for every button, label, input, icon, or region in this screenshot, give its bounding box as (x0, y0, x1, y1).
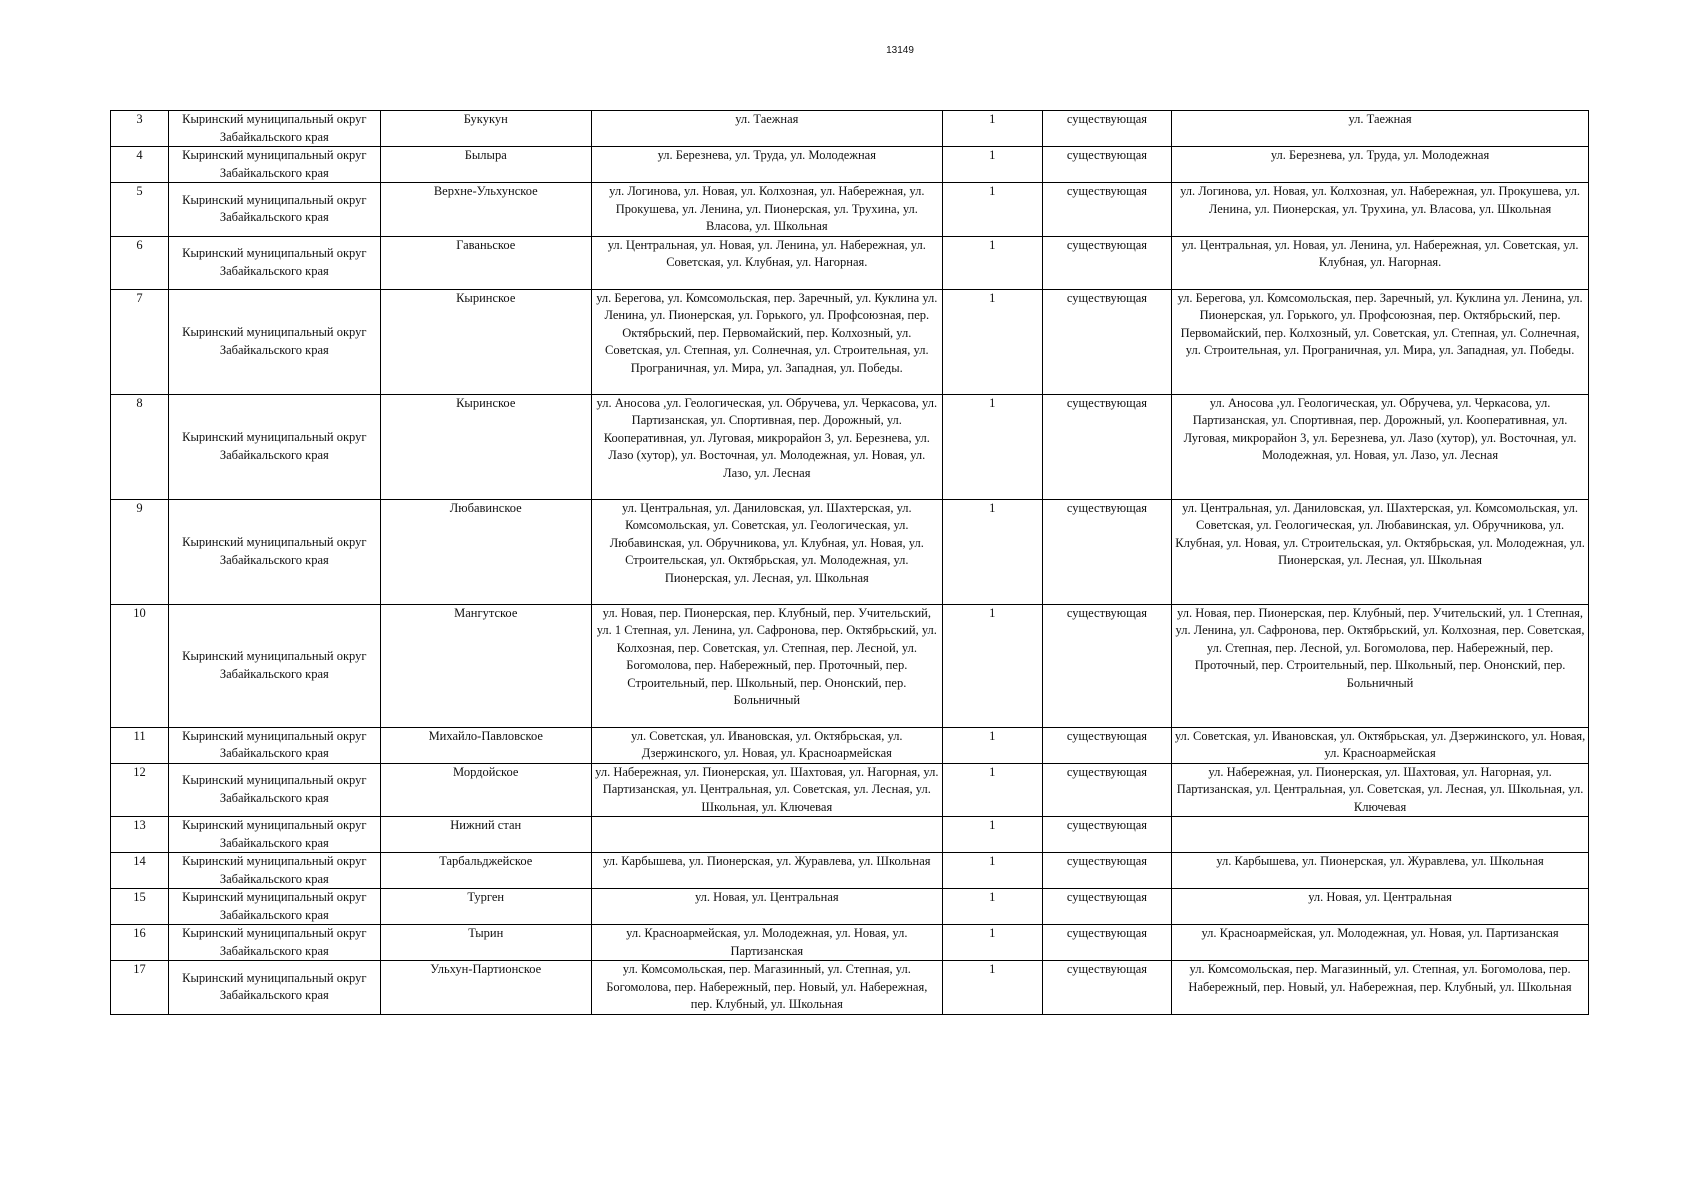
status-cell: существующая (1042, 183, 1171, 237)
count-cell: 1 (942, 394, 1042, 499)
streets-duplicate-cell: ул. Новая, пер. Пионерская, пер. Клубный, пер. Учительский, ул. 1 Степная, ул. Ленина, ул. Сафронова, пер. Октябрьский, ул. Колхозная, пер. Советская, ул. Степная, пер. Лесной, ул. Богомолова, пер. Набережный, пер. Проточный, пер. Строительный, пер. Школьный, пер. Ононский, пер. Больничный (1172, 604, 1589, 727)
streets-cell: ул. Новая, ул. Центральная (591, 889, 942, 925)
settlement-cell: Турген (380, 889, 591, 925)
status-cell: существующая (1042, 499, 1171, 604)
streets-cell: ул. Таежная (591, 111, 942, 147)
streets-cell: ул. Центральная, ул. Даниловская, ул. Шахтерская, ул. Комсомольская, ул. Советская, ул. Геологическая, ул. Любавинская, ул. Обручникова, ул. Клубная, ул. Новая, ул. Строительская, ул. Октябрьская, ул. Молодежная, ул. Пионерская, ул. Лесная, ул. Школьная (591, 499, 942, 604)
row-number: 15 (111, 889, 169, 925)
row-number: 14 (111, 853, 169, 889)
district-cell: Кыринский муниципальный округ Забайкальского края (169, 289, 380, 394)
row-number: 4 (111, 147, 169, 183)
count-cell: 1 (942, 763, 1042, 817)
table-row (111, 817, 1589, 853)
streets-duplicate-cell: ул. Карбышева, ул. Пионерская, ул. Журавлева, ул. Школьная (1172, 853, 1589, 889)
streets-duplicate-cell: ул. Комсомольская, пер. Магазинный, ул. Степная, ул. Богомолова, пер. Набережный, пер. Новый, ул. Набережная, пер. Клубный, ул. Школьная (1172, 961, 1589, 1015)
count-cell: 1 (942, 147, 1042, 183)
count-cell: 1 (942, 499, 1042, 604)
district-cell: Кыринский муниципальный округ Забайкальского края (169, 925, 380, 961)
district-cell: Кыринский муниципальный округ Забайкальского края (169, 763, 380, 817)
status-cell: существующая (1042, 147, 1171, 183)
district-cell: Кыринский муниципальный округ Забайкальского края (169, 853, 380, 889)
status-cell: существующая (1042, 111, 1171, 147)
settlement-cell: Кыринское (380, 289, 591, 394)
district-cell: Кыринский муниципальный округ Забайкальского края (169, 499, 380, 604)
settlement-cell: Любавинское (380, 499, 591, 604)
settlement-cell: Верхне-Ульхунское (380, 183, 591, 237)
page-number: 13149 (886, 45, 914, 56)
row-number: 5 (111, 183, 169, 237)
settlement-cell: Кыринское (380, 394, 591, 499)
status-cell: существующая (1042, 889, 1171, 925)
table-row (111, 499, 1589, 604)
streets-duplicate-cell: ул. Таежная (1172, 111, 1589, 147)
row-number: 9 (111, 499, 169, 604)
count-cell: 1 (942, 889, 1042, 925)
streets-cell: ул. Новая, пер. Пионерская, пер. Клубный, пер. Учительский, ул. 1 Степная, ул. Ленина, ул. Сафронова, пер. Октябрьский, ул. Колхозная, пер. Советская, ул. Степная, пер. Лесной, ул. Богомолова, пер. Набережный, пер. Проточный, пер. Строительный, пер. Школьный, пер. Ононский, пер. Больничный (591, 604, 942, 727)
row-number: 17 (111, 961, 169, 1015)
streets-cell: ул. Советская, ул. Ивановская, ул. Октябрьская, ул. Дзержинского, ул. Новая, ул. Красноармейская (591, 727, 942, 763)
streets-duplicate-cell: ул. Новая, ул. Центральная (1172, 889, 1589, 925)
status-cell: существующая (1042, 853, 1171, 889)
table-row (111, 236, 1589, 289)
district-cell: Кыринский муниципальный округ Забайкальского края (169, 111, 380, 147)
streets-duplicate-cell: ул. Берегова, ул. Комсомольская, пер. Заречный, ул. Куклина ул. Ленина, ул. Пионерская, ул. Горького, ул. Профсоюзная, пер. Октябрьский, пер. Первомайский, пер. Колхозный, ул. Советская, ул. Степная, ул. Солнечная, ул. Строительная, ул. Прогpаничная, ул. Мира, ул. Западная, ул. Победы. (1172, 289, 1589, 394)
settlement-cell: Букукун (380, 111, 591, 147)
count-cell: 1 (942, 925, 1042, 961)
table-row (111, 111, 1589, 147)
table-row (111, 853, 1589, 889)
streets-duplicate-cell: ул. Березнева, ул. Труда, ул. Молодежная (1172, 147, 1589, 183)
table-row (111, 925, 1589, 961)
streets-cell: ул. Аносова ,ул. Геологическая, ул. Обручева, ул. Черкасова, ул. Партизанская, ул. Спортивная, пер. Дорожный, ул. Кооперативная, ул. Луговая, микрорайон 3, ул. Березнева, ул. Лазо (хутор), ул. Восточная, ул. Молодежная, ул. Новая, ул. Лазо, ул. Лесная (591, 394, 942, 499)
row-number: 7 (111, 289, 169, 394)
row-number: 12 (111, 763, 169, 817)
settlement-cell: Ульхун-Партионское (380, 961, 591, 1015)
district-cell: Кыринский муниципальный округ Забайкальского края (169, 236, 380, 289)
district-cell: Кыринский муниципальный округ Забайкальского края (169, 183, 380, 237)
streets-cell: ул. Комсомольская, пер. Магазинный, ул. Степная, ул. Богомолова, пер. Набережный, пер. Новый, ул. Набережная, пер. Клубный, ул. Школьная (591, 961, 942, 1015)
settlements-table (110, 110, 1589, 1015)
streets-duplicate-cell: ул. Центральная, ул. Даниловская, ул. Шахтерская, ул. Комсомольская, ул. Советская, ул. Геологическая, ул. Любавинская, ул. Обручникова, ул. Клубная, ул. Новая, ул. Строительская, ул. Октябрьская, ул. Молодежная, ул. Пионерская, ул. Лесная, ул. Школьная (1172, 499, 1589, 604)
settlement-cell: Тырин (380, 925, 591, 961)
settlement-cell: Мангутское (380, 604, 591, 727)
streets-cell: ул. Берегова, ул. Комсомольская, пер. Заречный, ул. Куклина ул. Ленина, ул. Пионерская, ул. Горького, ул. Профсоюзная, пер. Октябрьский, пер. Первомайский, пер. Колхозный, ул. Советская, ул. Степная, ул. Солнечная, ул. Строительная, ул. Прогpаничная, ул. Мира, ул. Западная, ул. Победы. (591, 289, 942, 394)
status-cell: существующая (1042, 236, 1171, 289)
count-cell: 1 (942, 817, 1042, 853)
count-cell: 1 (942, 289, 1042, 394)
table-row (111, 394, 1589, 499)
row-number: 6 (111, 236, 169, 289)
district-cell: Кыринский муниципальный округ Забайкальского края (169, 727, 380, 763)
table-row (111, 889, 1589, 925)
settlement-cell: Нижний стан (380, 817, 591, 853)
streets-cell: ул. Логинова, ул. Новая, ул. Колхозная, ул. Набережная, ул. Прокушева, ул. Ленина, ул. Пионерская, ул. Трухина, ул. Власова, ул. Школьная (591, 183, 942, 237)
settlement-cell: Былыра (380, 147, 591, 183)
settlement-cell: Михайло-Павловское (380, 727, 591, 763)
settlement-cell: Тарбальджейское (380, 853, 591, 889)
status-cell: существующая (1042, 289, 1171, 394)
streets-duplicate-cell (1172, 817, 1589, 853)
count-cell: 1 (942, 111, 1042, 147)
table-row (111, 147, 1589, 183)
table-row (111, 763, 1589, 817)
row-number: 10 (111, 604, 169, 727)
streets-duplicate-cell: ул. Красноармейская, ул. Молодежная, ул. Новая, ул. Партизанская (1172, 925, 1589, 961)
settlement-cell: Гаваньское (380, 236, 591, 289)
district-cell: Кыринский муниципальный округ Забайкальского края (169, 147, 380, 183)
count-cell: 1 (942, 853, 1042, 889)
streets-cell: ул. Набережная, ул. Пионерская, ул. Шахтовая, ул. Нагорная, ул. Партизанская, ул. Центральная, ул. Советская, ул. Лесная, ул. Школьная, ул. Ключевая (591, 763, 942, 817)
count-cell: 1 (942, 604, 1042, 727)
streets-duplicate-cell: ул. Набережная, ул. Пионерская, ул. Шахтовая, ул. Нагорная, ул. Партизанская, ул. Центральная, ул. Советская, ул. Лесная, ул. Школьная, ул. Ключевая (1172, 763, 1589, 817)
table-row (111, 961, 1589, 1015)
streets-cell: ул. Березнева, ул. Труда, ул. Молодежная (591, 147, 942, 183)
row-number: 16 (111, 925, 169, 961)
row-number: 8 (111, 394, 169, 499)
count-cell: 1 (942, 236, 1042, 289)
status-cell: существующая (1042, 727, 1171, 763)
row-number: 11 (111, 727, 169, 763)
streets-cell: ул. Центральная, ул. Новая, ул. Ленина, ул. Набережная, ул. Советская, ул. Клубная, ул. Нагорная. (591, 236, 942, 289)
table-row (111, 604, 1589, 727)
status-cell: существующая (1042, 394, 1171, 499)
count-cell: 1 (942, 183, 1042, 237)
table-row (111, 183, 1589, 237)
streets-cell (591, 817, 942, 853)
status-cell: существующая (1042, 817, 1171, 853)
row-number: 13 (111, 817, 169, 853)
status-cell: существующая (1042, 604, 1171, 727)
streets-duplicate-cell: ул. Логинова, ул. Новая, ул. Колхозная, ул. Набережная, ул. Прокушева, ул. Ленина, ул. Пионерская, ул. Трухина, ул. Власова, ул. Школьная (1172, 183, 1589, 237)
streets-cell: ул. Карбышева, ул. Пионерская, ул. Журавлева, ул. Школьная (591, 853, 942, 889)
district-cell: Кыринский муниципальный округ Забайкальского края (169, 817, 380, 853)
district-cell: Кыринский муниципальный округ Забайкальского края (169, 604, 380, 727)
streets-duplicate-cell: ул. Советская, ул. Ивановская, ул. Октябрьская, ул. Дзержинского, ул. Новая, ул. Красноармейская (1172, 727, 1589, 763)
table-row (111, 727, 1589, 763)
count-cell: 1 (942, 961, 1042, 1015)
status-cell: существующая (1042, 763, 1171, 817)
status-cell: существующая (1042, 961, 1171, 1015)
district-cell: Кыринский муниципальный округ Забайкальского края (169, 394, 380, 499)
table-row (111, 289, 1589, 394)
streets-duplicate-cell: ул. Аносова ,ул. Геологическая, ул. Обручева, ул. Черкасова, ул. Партизанская, ул. Спортивная, пер. Дорожный, ул. Кооперативная, ул. Луговая, микрорайон 3, ул. Березнева, ул. Лазо (хутор), ул. Восточная, ул. Молодежная, ул. Новая, ул. Лазо, ул. Лесная (1172, 394, 1589, 499)
count-cell: 1 (942, 727, 1042, 763)
table-body (111, 111, 1589, 1015)
district-cell: Кыринский муниципальный округ Забайкальского края (169, 961, 380, 1015)
row-number: 3 (111, 111, 169, 147)
settlement-cell: Мордойское (380, 763, 591, 817)
district-cell: Кыринский муниципальный округ Забайкальского края (169, 889, 380, 925)
streets-duplicate-cell: ул. Центральная, ул. Новая, ул. Ленина, ул. Набережная, ул. Советская, ул. Клубная, ул. Нагорная. (1172, 236, 1589, 289)
status-cell: существующая (1042, 925, 1171, 961)
streets-cell: ул. Красноармейская, ул. Молодежная, ул. Новая, ул. Партизанская (591, 925, 942, 961)
